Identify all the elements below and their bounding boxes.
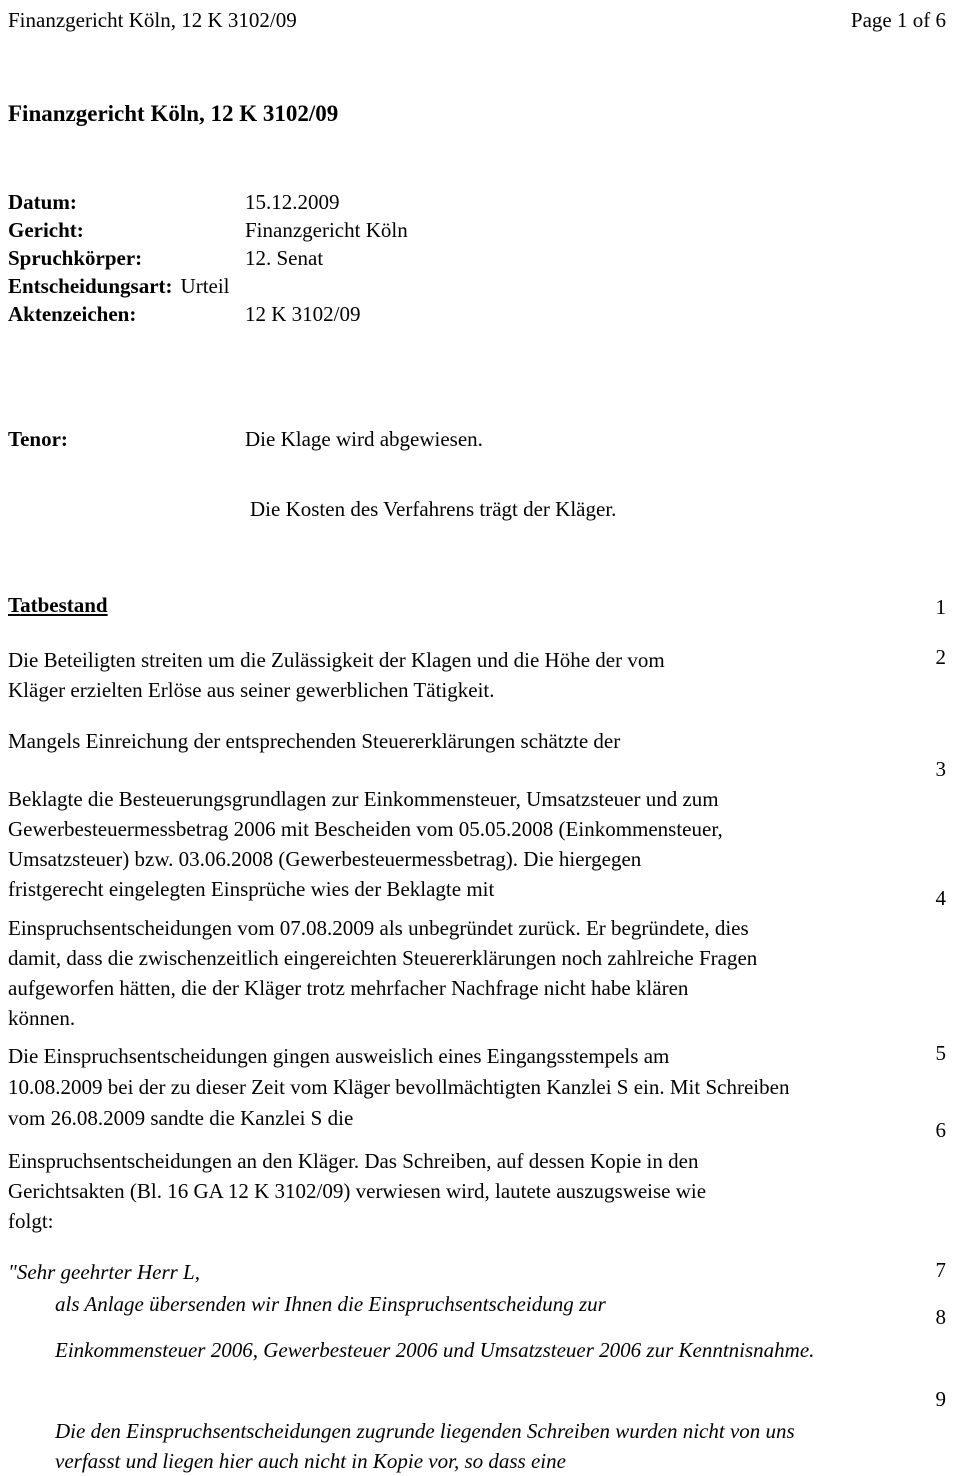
quote-line: Die den Einspruchsentscheidungen zugrunde liegenden Schreiben wurden nicht von uns (55, 1419, 795, 1443)
paragraph-line: aufgeworfen hätten, die der Kläger trotz mehrfacher Nachfrage nicht habe klären (8, 976, 689, 1000)
metadata-label: Spruchkörper: (8, 246, 143, 270)
metadata-value: 12. Senat (245, 246, 324, 270)
section-heading: Tatbestand (8, 593, 108, 617)
tenor-line: Die Klage wird abgewiesen. (245, 427, 483, 451)
margin-number: 4 (935, 886, 946, 910)
paragraph (8, 784, 723, 904)
page-header-right: Page 1 of 6 (850, 8, 946, 32)
metadata-row-datum (8, 190, 340, 215)
paragraph (8, 1146, 706, 1236)
metadata-label: Entscheidungsart: (8, 274, 173, 298)
metadata-row-entscheidungsart (8, 274, 230, 299)
paragraph-line: Gewerbesteuermessbetrag 2006 mit Bescheiden vom 05.05.2008 (Einkommensteuer, (8, 817, 723, 841)
tenor-label: Tenor: (8, 427, 68, 451)
paragraph-line: Die Einspruchsentscheidungen gingen ausweislich eines Eingangsstempels am (8, 1044, 670, 1068)
page-header-left: Finanzgericht Köln, 12 K 3102/09 (8, 8, 297, 32)
paragraph (8, 1041, 789, 1134)
margin-number: 7 (935, 1258, 946, 1282)
paragraph-line: 10.08.2009 bei der zu dieser Zeit vom Kläger bevollmächtigten Kanzlei S ein. Mit Schreiben (8, 1075, 790, 1099)
metadata-value: Finanzgericht Köln (245, 218, 408, 242)
document-title: Finanzgericht Köln, 12 K 3102/09 (8, 101, 339, 126)
quote-paragraph (55, 1416, 795, 1476)
metadata-label: Datum: (8, 190, 77, 214)
paragraph (8, 913, 757, 1033)
margin-number: 1 (935, 595, 946, 619)
paragraph (8, 645, 665, 705)
margin-number: 9 (935, 1387, 946, 1411)
margin-number: 6 (935, 1118, 946, 1142)
paragraph-line: fristgerecht eingelegten Einsprüche wies der Beklagte mit (8, 877, 495, 901)
metadata-label: Gericht: (8, 218, 84, 242)
paragraph-line: können. (8, 1006, 76, 1030)
paragraph-line: Einspruchsentscheidungen vom 07.08.2009 als unbegründet zurück. Er begründete, dies (8, 916, 749, 940)
quote-line: Einkommensteuer 2006, Gewerbesteuer 2006 und Umsatzsteuer 2006 zur Kenntnisnahme. (55, 1338, 815, 1362)
quote-line: verfasst und liegen hier auch nicht in Kopie vor, so dass eine (55, 1449, 566, 1473)
paragraph-line: Beklagte die Besteuerungsgrundlagen zur Einkommensteuer, Umsatzsteuer und zum (8, 787, 719, 811)
metadata-value: 12 K 3102/09 (245, 302, 361, 326)
paragraph-line: folgt: (8, 1209, 54, 1233)
metadata-row-gericht (8, 218, 408, 243)
margin-number: 5 (935, 1041, 946, 1065)
quote-line: als Anlage übersenden wir Ihnen die Einspruchsentscheidung zur (55, 1292, 606, 1316)
metadata-value: 15.12.2009 (245, 190, 340, 214)
paragraph-line: Die Beteiligten streiten um die Zulässigkeit der Klagen und die Höhe der vom (8, 648, 665, 672)
metadata-label: Aktenzeichen: (8, 302, 137, 326)
metadata-row-spruchkoerper (8, 246, 323, 271)
paragraph-line: vom 26.08.2009 sandte die Kanzlei S die (8, 1106, 354, 1130)
margin-number: 2 (935, 645, 946, 669)
paragraph-line: Einspruchsentscheidungen an den Kläger. Das Schreiben, auf dessen Kopie in den (8, 1149, 699, 1173)
paragraph-line: Kläger erzielten Erlöse aus seiner gewerblichen Tätigkeit. (8, 678, 495, 702)
paragraph-line: Umsatzsteuer) bzw. 03.06.2008 (Gewerbesteuermessbetrag). Die hiergegen (8, 847, 642, 871)
paragraph-line: Gerichtsakten (Bl. 16 GA 12 K 3102/09) verwiesen wird, lautete auszugsweise wie (8, 1179, 707, 1203)
margin-number: 8 (935, 1305, 946, 1329)
metadata-row-aktenzeichen (8, 302, 361, 327)
margin-number: 3 (935, 757, 946, 781)
paragraph-line: Mangels Einreichung der entsprechenden Steuererklärungen schätzte der (8, 729, 621, 753)
paragraph-line: damit, dass die zwischenzeitlich eingereichten Steuererklärungen noch zahlreiche Fragen (8, 946, 758, 970)
tenor-line: Die Kosten des Verfahrens trägt der Kläger. (250, 497, 617, 521)
quote-line: "Sehr geehrter Herr L, (8, 1260, 200, 1284)
metadata-value: Urteil (180, 274, 230, 298)
